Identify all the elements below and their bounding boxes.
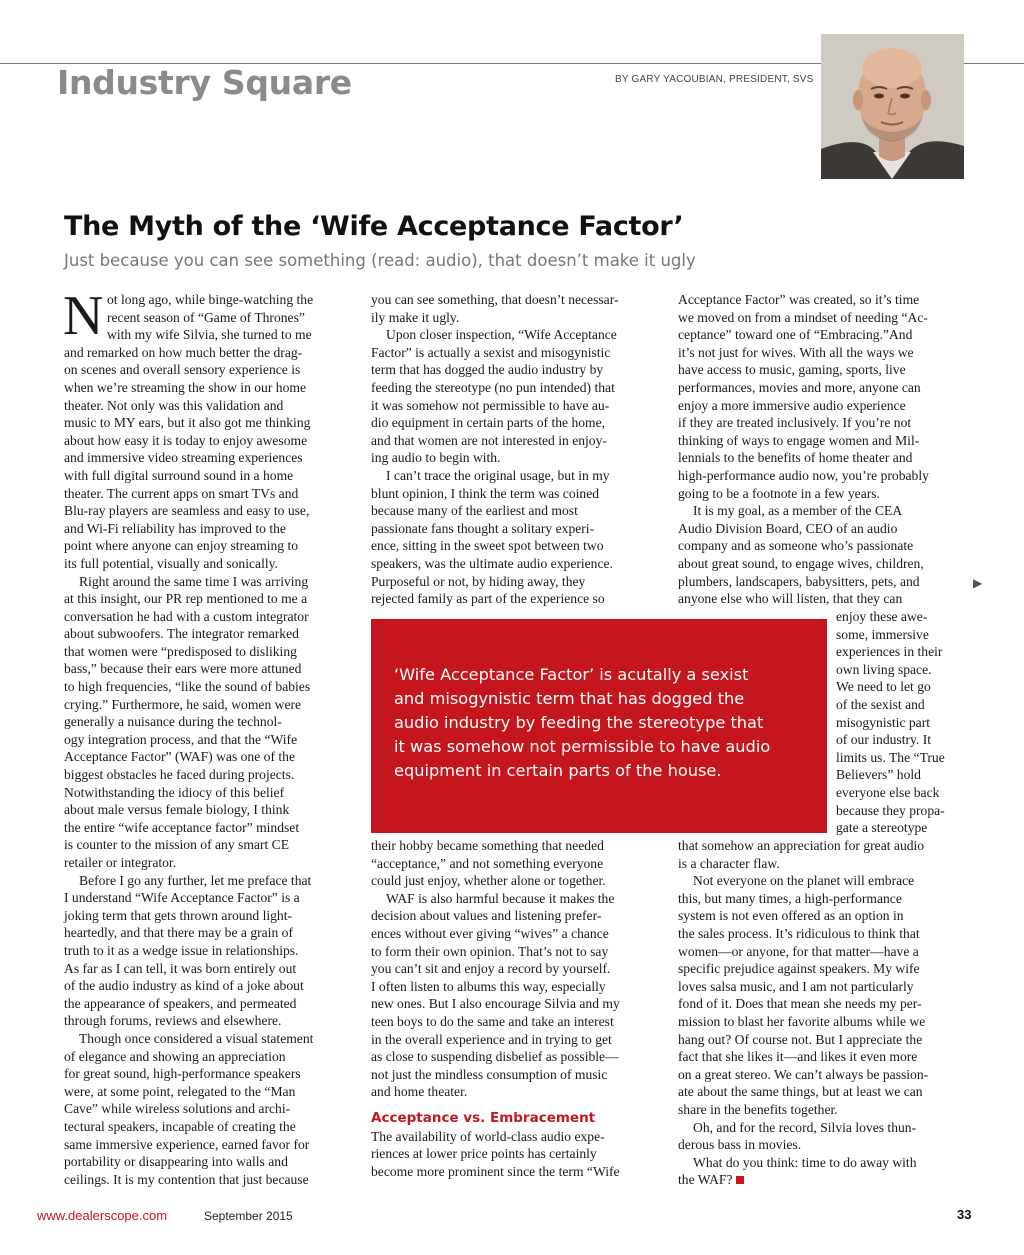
body-line: enjoy a more immersive audio experience: [678, 397, 906, 413]
body-line: experiences in their: [836, 644, 943, 660]
article-title: The Myth of the ‘Wife Acceptance Factor’: [64, 211, 684, 242]
body-line: feeding the stereotype (no pun intended) that: [371, 379, 615, 395]
author-photo: [821, 34, 964, 179]
body-line: ence, sitting in the sweet spot between two: [371, 538, 604, 554]
body-line: not just the mindless consumption of music: [371, 1066, 608, 1082]
body-line: As far as I can tell, it was born entirely out: [64, 960, 297, 976]
article-subtitle: Just because you can see something (read: audio), that doesn’t make it ugly: [64, 251, 696, 270]
body-line: were, at some point, relegated to the “Man: [64, 1083, 296, 1099]
body-line: about subwoofers. The integrator remarked: [64, 626, 299, 642]
body-line: ceptance” toward one of “Embracing.”And: [678, 327, 913, 343]
body-line: ily make it ugly.: [371, 309, 460, 325]
body-line: rejected family as part of the experience so: [371, 591, 605, 607]
body-line: if they are treated inclusively. If you’re not: [678, 415, 912, 431]
pull-quote-line: ‘Wife Acceptance Factor’ is acutally a sexist: [394, 665, 749, 684]
body-line: new ones. But I also encourage Silvia and my: [371, 996, 620, 1012]
pull-quote-text: [394, 663, 814, 783]
body-line: company and as someone who’s passionate: [678, 538, 914, 554]
body-line: ogy integration process, and that the “Wife: [64, 731, 298, 747]
body-line: about how easy it is today to enjoy awesome: [64, 432, 308, 448]
body-line: Oh, and for the record, Silvia loves thun-: [693, 1119, 917, 1135]
body-line: is a character flaw.: [678, 855, 780, 871]
column-3-top: [678, 291, 968, 608]
pull-quote-line: audio industry by feeding the stereotype that: [394, 713, 764, 732]
body-line: joking term that gets thrown around light-: [64, 907, 293, 923]
body-line: become more prominent since the term “Wife: [371, 1163, 620, 1179]
body-line: heartedly, and that there may be a grain of: [64, 925, 293, 941]
body-line: Believers” hold: [836, 767, 921, 783]
body-line: Audio Division Board, CEO of an audio: [678, 520, 898, 536]
drop-cap: N: [63, 285, 104, 347]
continue-arrow-icon: ▶: [973, 576, 983, 590]
body-line: on scenes and overall sensory experience is: [64, 362, 301, 378]
byline: BY GARY YACOUBIAN, PRESIDENT, SVS: [615, 74, 814, 85]
body-line: misogynistic part: [836, 714, 931, 730]
page-number: 33: [957, 1207, 972, 1222]
body-line: ences without ever giving “wives” a chance: [371, 925, 609, 941]
body-line: is counter to the mission of any smart CE: [64, 837, 290, 853]
end-mark-icon: [736, 1176, 744, 1184]
body-line: lennials to the benefits of home theater and: [678, 450, 913, 466]
body-line: passionate fans thought a solitary experi-: [371, 520, 595, 536]
body-line: Before I go any further, let me preface that: [79, 872, 312, 888]
body-line: about male versus female biology, I think: [64, 802, 290, 818]
body-line: bass,” because their ears were more attuned: [64, 661, 302, 677]
body-line: Acceptance Factor” (WAF) was one of the: [64, 749, 295, 765]
body-line: some, immersive: [836, 626, 929, 642]
body-line: anyone else who will listen, that they can: [678, 591, 903, 607]
footer-url[interactable]: www.dealerscope.com: [37, 1208, 168, 1223]
body-line: own living space.: [836, 661, 932, 677]
body-line: ot long ago, while binge-watching the: [107, 292, 314, 307]
body-line: gate a stereotype: [836, 820, 928, 836]
body-line: teen boys to do the same and take an interest: [371, 1013, 614, 1029]
body-line-final: [678, 1171, 968, 1189]
body-line: theater. The current apps on smart TVs and: [64, 485, 299, 501]
body-line: everyone else back: [836, 784, 940, 800]
body-line: the appearance of speakers, and permeated: [64, 995, 297, 1011]
body-line: Cave” while wireless solutions and archi-: [64, 1101, 291, 1117]
body-line: Notwithstanding the idiocy of this belief: [64, 784, 285, 800]
body-line: women—or anyone, for that matter—have a: [678, 943, 919, 959]
body-line: thinking of ways to engage women and Mil-: [678, 432, 920, 448]
body-line: speakers, was the ultimate audio experience.: [371, 555, 613, 571]
body-line: have access to music, gaming, sports, live: [678, 362, 906, 378]
body-line: at this insight, our PR rep mentioned to me a: [64, 591, 308, 607]
body-line: with my wife Silvia, she turned to me: [107, 327, 312, 343]
body-line: dio equipment in certain parts of the home,: [371, 415, 606, 431]
footer-date: September 2015: [204, 1209, 293, 1223]
body-line: crying.” Furthermore, he said, women were: [64, 696, 302, 712]
body-line: truth to it as a wedge issue in relationships.: [64, 942, 299, 958]
body-line: plumbers, landscapers, babysitters, pets, and: [678, 573, 920, 589]
body-line: decision about values and listening prefer-: [371, 908, 602, 924]
body-line: and Wi-Fi reliability has improved to the: [64, 520, 286, 536]
body-line: the entire “wife acceptance factor” mindset: [64, 819, 300, 835]
body-line: “acceptance,” and not something everyone: [371, 855, 604, 871]
body-line: ing audio to begin with.: [371, 450, 501, 466]
body-line: you can’t sit and enjoy a record by yourself.: [371, 961, 611, 977]
body-line: share in the benefits together.: [678, 1101, 838, 1117]
body-line: ate about the same things, but at least we can: [678, 1084, 923, 1100]
body-line: riences at lower price points has certainly: [371, 1146, 597, 1162]
body-line: of the sexist and: [836, 696, 925, 712]
body-line: WAF is also harmful because it makes the: [386, 890, 615, 906]
pull-quote-line: equipment in certain parts of the house.: [394, 761, 722, 780]
body-line: I often listen to albums this way, especially: [371, 978, 606, 994]
body-line: retailer or integrator.: [64, 855, 177, 870]
body-line: because many of the earliest and most: [371, 503, 578, 519]
body-line: going to be a footnote in a few years.: [678, 485, 880, 501]
body-line: that women were “predisposed to disliking: [64, 643, 297, 659]
body-line: as close to suspending disbelief as possible—: [371, 1049, 619, 1065]
body-line: of the audio industry as kind of a joke about: [64, 978, 304, 994]
body-line: of elegance and showing an appreciation: [64, 1048, 286, 1064]
body-line: because they propa-: [836, 802, 945, 818]
column-3-wrap: [836, 608, 966, 837]
body-line: Upon closer inspection, “Wife Acceptance: [386, 327, 617, 343]
body-line: in the overall experience and in trying to get: [371, 1031, 612, 1047]
body-line: we moved on from a mindset of needing “Ac-: [678, 309, 928, 325]
body-line: point where anyone can enjoy streaming to: [64, 538, 299, 554]
body-line: about great sound, to engage wives, children,: [678, 555, 924, 571]
body-line: through forums, reviews and elsewhere.: [64, 1013, 282, 1029]
pull-quote-line: it was somehow not permissible to have audio: [394, 737, 771, 756]
body-line: I can’t trace the original usage, but in my: [386, 467, 610, 483]
body-line: same immersive experience, earned favor for: [64, 1136, 310, 1152]
body-line: for great sound, high-performance speakers: [64, 1066, 301, 1082]
body-line: it was somehow not permissible to have au-: [371, 397, 610, 413]
body-line: loves salsa music, and I am not particularly: [678, 978, 914, 994]
body-line: ceilings. It is my contention that just because: [64, 1171, 309, 1187]
body-line: Right around the same time I was arriving: [79, 573, 309, 589]
body-line: It is my goal, as a member of the CEA: [693, 503, 903, 519]
body-line: system is not even offered as an option in: [678, 908, 904, 924]
body-line: term that has dogged the audio industry by: [371, 362, 604, 378]
body-line: their hobby became something that needed: [371, 838, 604, 853]
body-line: when we’re streaming the show in our home: [64, 379, 306, 395]
body-line: fact that she likes it—and likes it even more: [678, 1049, 918, 1065]
body-line: to high frequencies, “like the sound of babies: [64, 679, 311, 695]
body-line: Though once considered a visual statement: [79, 1030, 314, 1046]
body-line: hang out? Of course not. But I appreciate the: [678, 1031, 923, 1047]
body-line: generally a nuisance during the technol-: [64, 714, 282, 730]
section-subhead: Acceptance vs. Embracement: [371, 1109, 596, 1126]
body-line: What do you think: time to do away with: [693, 1154, 917, 1170]
body-line: and immersive video streaming experiences: [64, 450, 303, 466]
body-line: the sales process. It’s ridiculous to think that: [678, 925, 920, 941]
body-line: recent season of “Game of Thrones”: [107, 309, 305, 325]
body-line: fond of it. Does that mean she needs my per-: [678, 996, 922, 1012]
pull-quote-line: and misogynistic term that has dogged the: [394, 689, 745, 708]
body-line: specific prejudice against speakers. My wife: [678, 961, 920, 977]
body-line: could just enjoy, whether alone or together.: [371, 873, 606, 889]
body-line: its full potential, visually and sonically.: [64, 555, 278, 571]
body-line: performances, movies and more, anyone can: [678, 379, 921, 395]
pull-quote: [371, 619, 827, 833]
body-line: music to MY ears, but it also got me thinking: [64, 415, 311, 431]
body-line: the WAF?: [678, 1172, 733, 1188]
body-line: I understand “Wife Acceptance Factor” is a: [64, 890, 300, 906]
body-line: of our industry. It: [836, 732, 932, 748]
body-line: and home theater.: [371, 1084, 468, 1100]
body-line: theater. Not only was this validation and: [64, 397, 284, 413]
body-line: you can see something, that doesn’t necessar-: [371, 292, 619, 307]
column-2-top: [371, 291, 661, 608]
body-line: We need to let go: [836, 679, 931, 695]
body-line: biggest obstacles he faced during projects.: [64, 767, 295, 783]
body-line: Purposeful or not, by hiding away, they: [371, 573, 586, 589]
body-line: Blu-ray players are seamless and easy to use,: [64, 503, 310, 519]
column-2-bottom: [371, 837, 661, 1180]
body-line: to form their own opinion. That’s not to say: [371, 943, 609, 959]
body-line: derous bass in movies.: [678, 1137, 802, 1153]
body-line: it’s not just for wives. With all the ways we: [678, 344, 914, 360]
body-line: The availability of world-class audio expe-: [371, 1128, 605, 1144]
body-line: tectural speakers, incapable of creating the: [64, 1118, 296, 1134]
body-line: high-performance audio now, you’re probably: [678, 467, 929, 483]
body-line: conversation he had with a custom integrator: [64, 608, 309, 624]
body-line: and remarked on how much better the drag-: [64, 344, 303, 360]
body-line: enjoy these awe-: [836, 609, 928, 624]
body-line: limits us. The “True: [836, 749, 945, 765]
section-title: Industry Square: [57, 63, 352, 102]
body-line: that somehow an appreciation for great audio: [678, 838, 925, 853]
body-line: blunt opinion, I think the term was coined: [371, 485, 600, 501]
body-line: and that women are not interested in enjoy-: [371, 432, 607, 448]
body-line: Acceptance Factor” was created, so it’s time: [678, 292, 920, 307]
body-line: this, but many times, a high-performance: [678, 890, 902, 906]
body-line: Not everyone on the planet will embrace: [693, 873, 915, 889]
column-1: [64, 291, 349, 1188]
body-line: portability or disappearing into walls and: [64, 1154, 288, 1170]
column-3-bottom: [678, 837, 968, 1189]
body-line: on a great stereo. We can’t always be passion-: [678, 1066, 929, 1082]
body-line: with full digital surround sound in a home: [64, 467, 294, 483]
body-line: mission to blast her favorite albums while we: [678, 1013, 926, 1029]
body-line: Factor” is actually a sexist and misogynistic: [371, 344, 611, 360]
